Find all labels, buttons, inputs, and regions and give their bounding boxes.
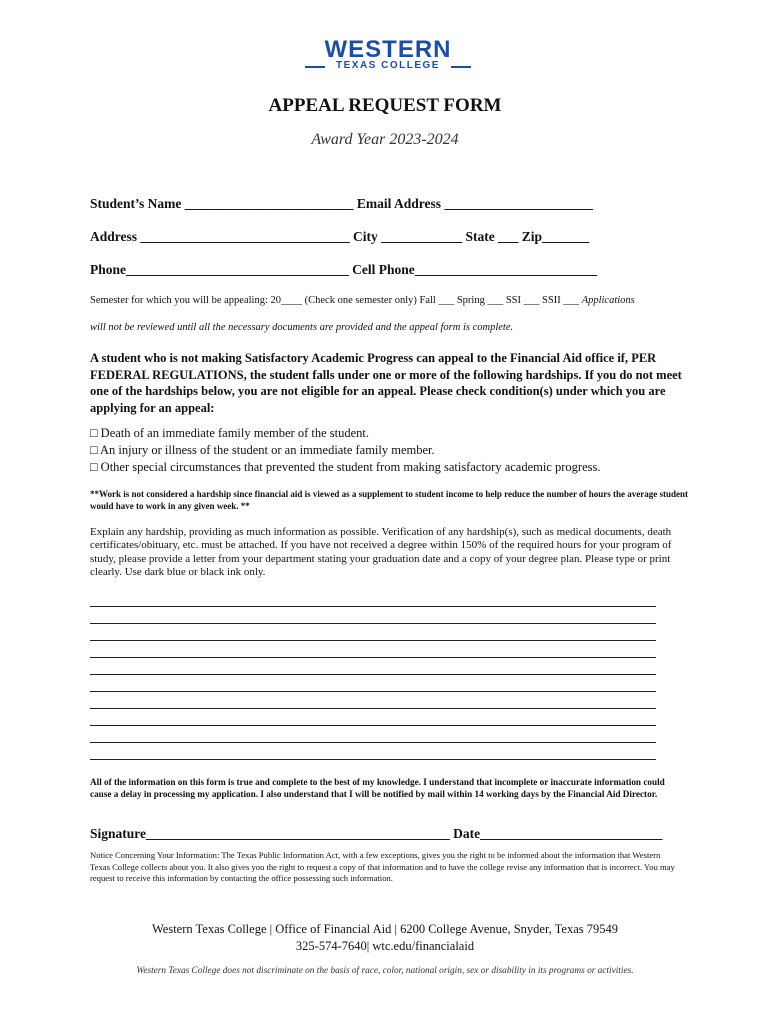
hardship-death[interactable]: □ Death of an immediate family member of the student. [90, 426, 369, 440]
explanation-line[interactable] [90, 725, 656, 726]
address-row[interactable]: Address _______________________________ City ____________ State ___ Zip_______ [90, 229, 590, 244]
semester-text: Semester for which you will be appealing: 20____ (Check one semester only) Fall ___ Spring ___ SSI ___ SSII ___ [90, 295, 580, 306]
certification-statement: All of the information on this form is true and complete to the best of my knowledge. I understand that incomplete or inaccurate information could cause a delay in processing my application. I also understand that I will be notified by mail within 14 working days by the Financial Aid Director. [90, 777, 665, 800]
form-title: APPEAL REQUEST FORM [268, 95, 502, 116]
hardship-injury[interactable]: □ An injury or illness of the student or an immediate family member. [90, 443, 435, 457]
college-logo [303, 38, 473, 74]
semester-applications: Applications [581, 295, 635, 306]
semester-line[interactable] [90, 295, 635, 306]
intro-paragraph: A student who is not making Satisfactory Academic Progress can appeal to the Financial Aid office if, PER FEDERAL REGULATIONS, the student falls under one or more of the following hardships. If you do not meet one of the hardships below, you are not eligible for an appeal. Please check condition(s) under which you are applying for an appeal: [90, 351, 682, 415]
explanation-line[interactable] [90, 708, 656, 709]
hardship-list [90, 425, 690, 476]
work-note: **Work is not considered a hardship since financial aid is viewed as a supplement to student income to help reduce the number of hours the average student would have to work in any given week. ** [90, 489, 689, 511]
explain-instructions: Explain any hardship, providing as much information as possible. Verification of any hardship(s), such as medical documents, death certificates/obituary, etc. must be attached. If you have not received a degree within 150% of the required hours for your program of study, please provide a letter from your department stating your graduation date and a copy of your degree plan. Please type or print clearly. Use dark blue or black ink only. [90, 526, 672, 578]
hardship-other[interactable]: □ Other special circumstances that prevented the student from making satisfactory academic progress. [90, 460, 601, 474]
award-year: Award Year 2023-2024 [311, 131, 459, 148]
explanation-line[interactable] [90, 691, 656, 692]
signature-date-row[interactable]: Signature_____________________________________________ Date___________________________ [90, 826, 663, 841]
explanation-line[interactable] [90, 606, 656, 607]
footer-line-2: 325-574-7640| wtc.edu/financialaid [295, 939, 475, 953]
explanation-line[interactable] [90, 657, 656, 658]
information-notice: Notice Concerning Your Information: The Texas Public Information Act, with a few exceptions, gives you the right to be informed about the information that Western Texas College collects about you. It also gives you the right to request a copy of that information and to have the college revise any information that is incorrect. You may request to receive this information by contacting the office possessing such information. [90, 850, 675, 883]
logo-wordmark: WESTERN [324, 36, 452, 63]
explanation-line[interactable] [90, 674, 656, 675]
explanation-line[interactable] [90, 742, 656, 743]
nondiscrimination-statement: Western Texas College does not discriminate on the basis of race, color, national origin, sex or disability in its programs or activities. [136, 966, 634, 976]
explanation-line[interactable] [90, 759, 656, 760]
name-email-row[interactable]: Student’s Name _________________________ Email Address ______________________ [90, 196, 593, 211]
phone-row[interactable]: Phone_________________________________ Cell Phone___________________________ [90, 262, 598, 277]
semester-note: will not be reviewed until all the necessary documents are provided and the appeal form is complete. [90, 322, 514, 333]
footer-line-1: Western Texas College | Office of Financial Aid | 6200 College Avenue, Snyder, Texas 79549 [151, 922, 618, 936]
logo-subtitle: TEXAS COLLEGE [336, 60, 440, 71]
footer-address [0, 921, 770, 955]
explanation-line[interactable] [90, 640, 656, 641]
explanation-line[interactable] [90, 623, 656, 624]
